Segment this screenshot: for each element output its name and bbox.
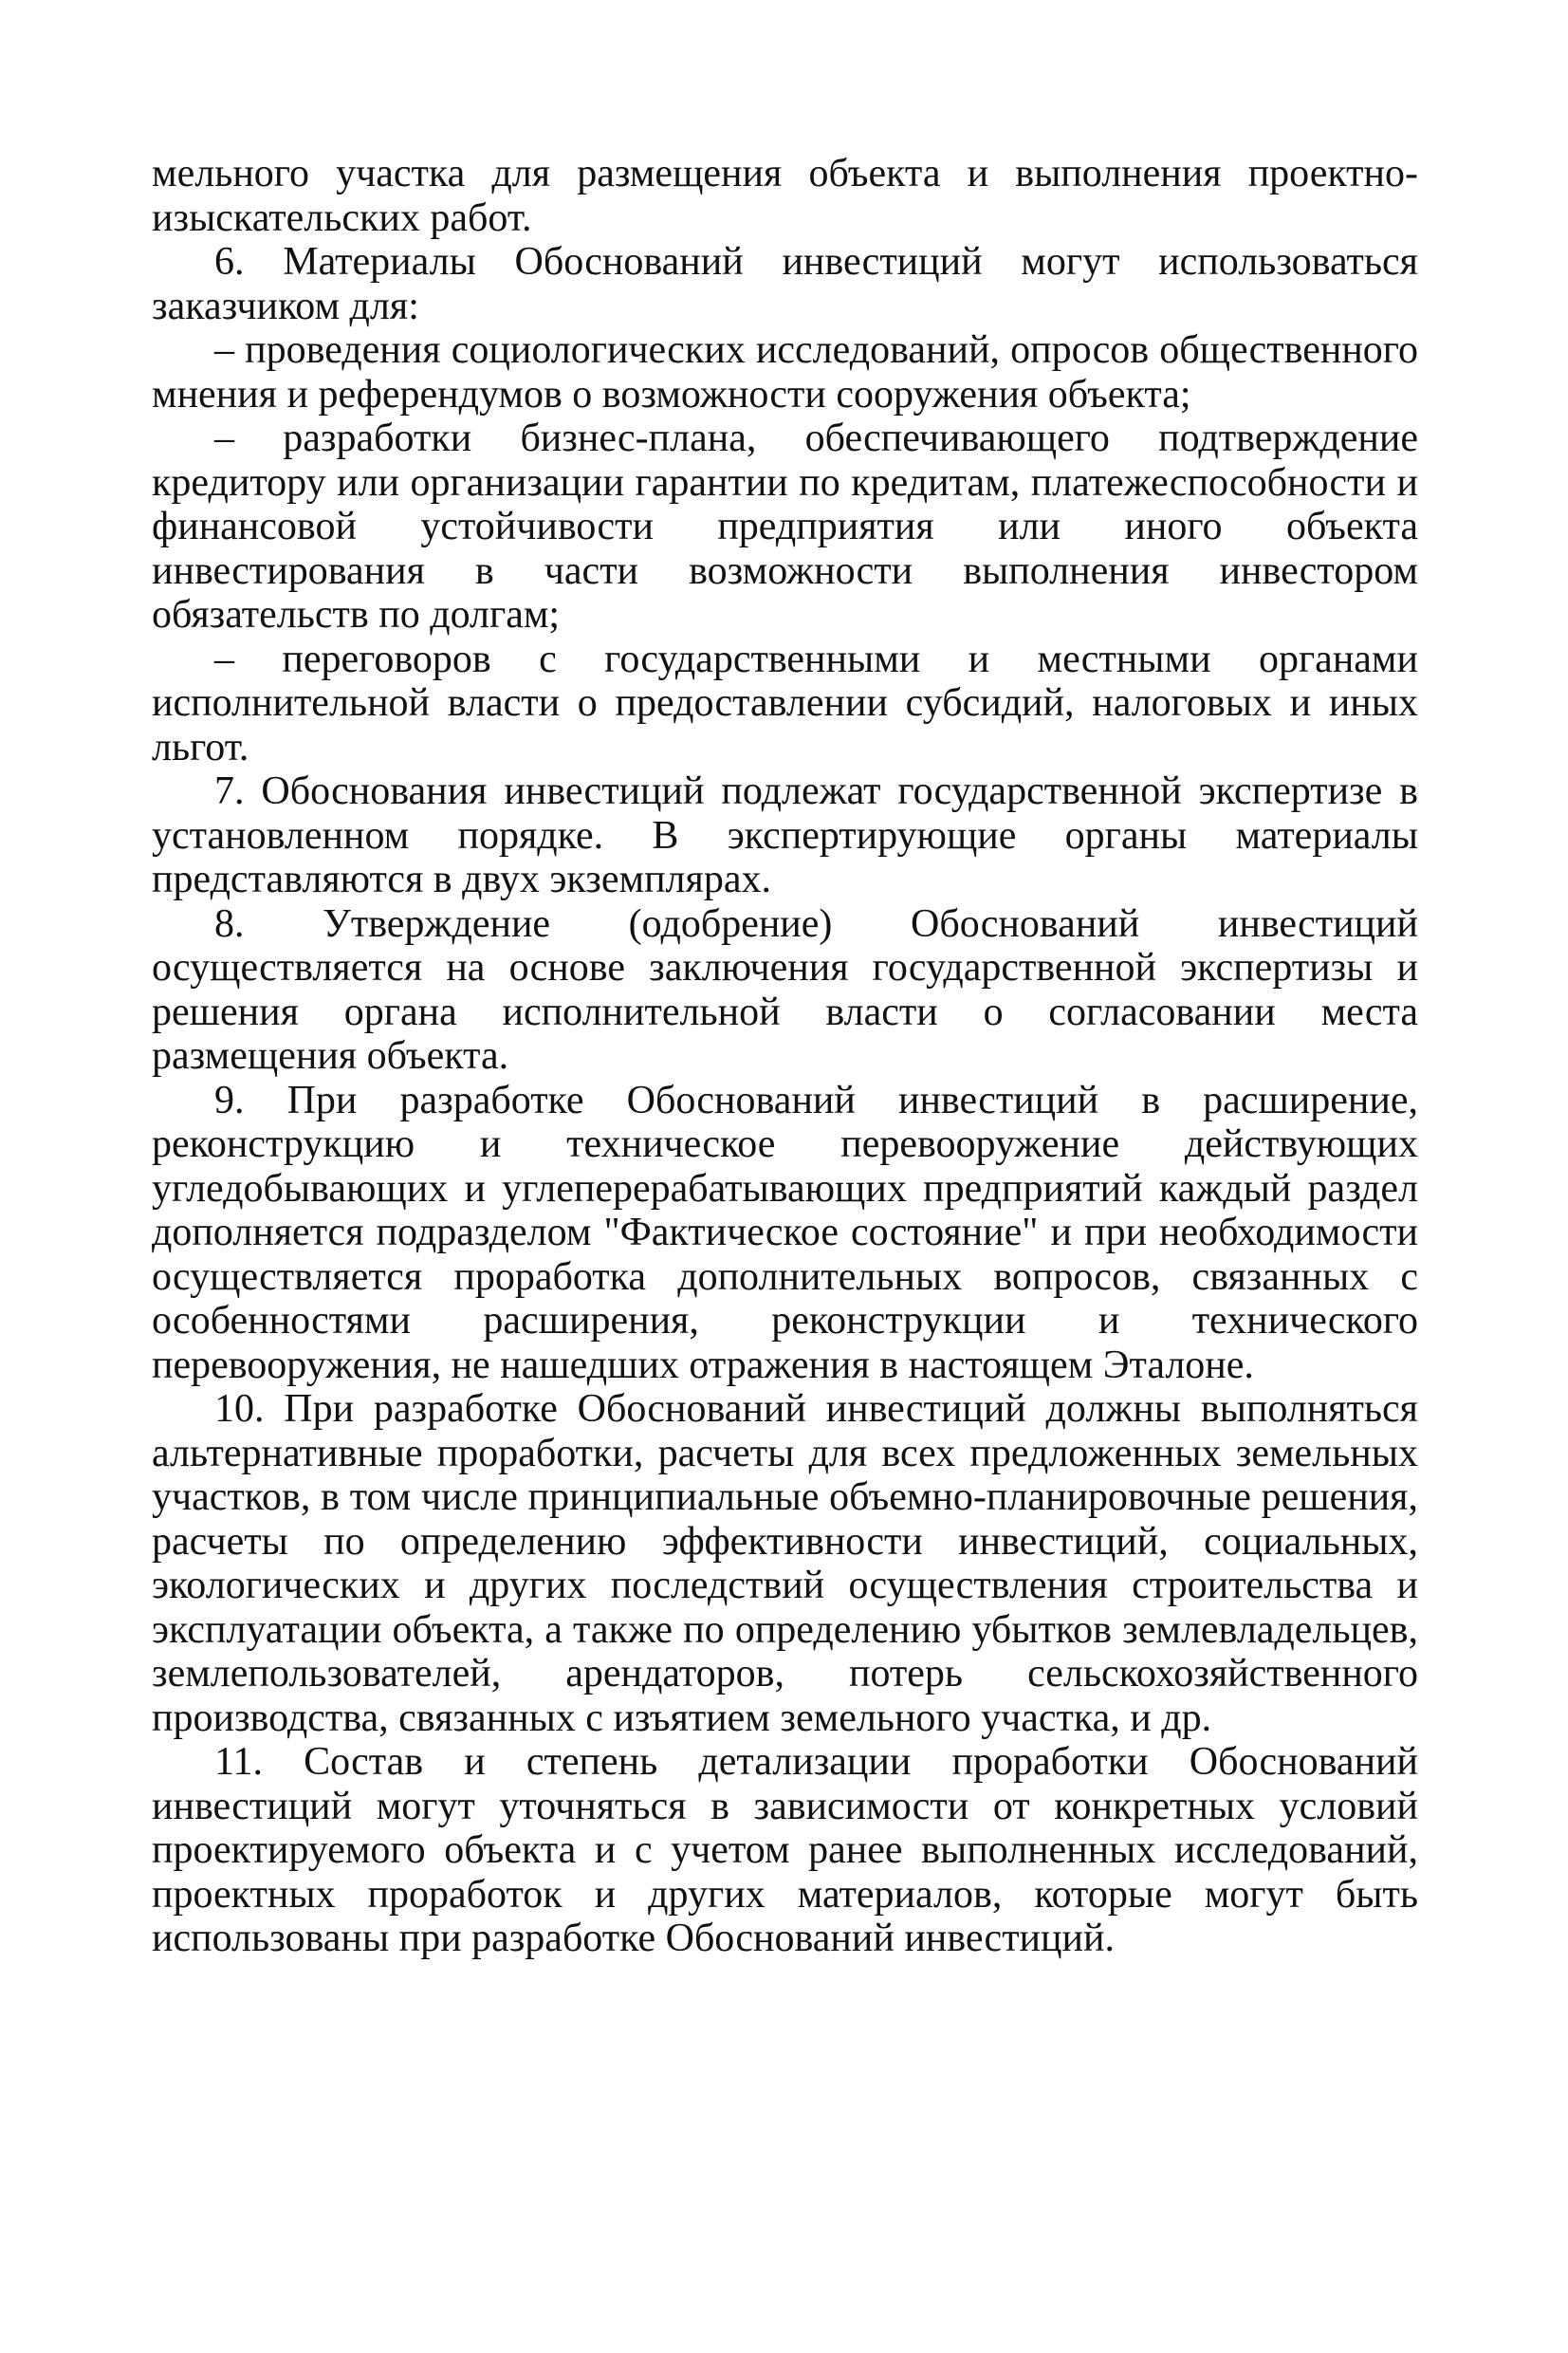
paragraph-continuation: мельного участка для размещения объекта и выполнения проектно-изыскательских работ. [152, 152, 1418, 240]
paragraph-item-9: 9. При разработке Обоснований инвестиций в расширение, реконструкцию и техническое перевооружение действующих угледобывающих и углеперерабатывающих предприятий каждый раздел дополняется подразделом "Фактическое состояние" и при необходимости осуществляется проработка дополнительных вопросов, связанных с особенностями расширения, реконструкции и технического перевооружения, не нашедших отражения в настоящем Эталоне. [152, 1078, 1418, 1387]
list-item-sociological: – проведения социологических исследований, опросов общественного мнения и референдумов о возможности сооружения объекта; [152, 328, 1418, 417]
document-page [152, 152, 1418, 1961]
paragraph-item-11: 11. Состав и степень детализации проработки Обоснований инвестиций могут уточняться в зависимости от конкретных условий проектируемого объекта и с учетом ранее выполненных исследований, проектных проработок и других материалов, которые могут быть использованы при разработке Обоснований инвестиций. [152, 1740, 1418, 1960]
paragraph-item-6: 6. Материалы Обоснований инвестиций могут использоваться заказчиком для: [152, 240, 1418, 328]
list-item-business-plan: – разработки бизнес-плана, обеспечивающего подтверждение кредитору или организации гарантии по кредитам, платежеспособности и финансовой устойчивости предприятия или иного объекта инвестирования в части возможности выполнения инвестором обязательств по долгам; [152, 417, 1418, 637]
paragraph-item-7: 7. Обоснования инвестиций подлежат государственной экспертизе в установленном порядке. В экспертирующие органы материалы представляются в двух экземплярах. [152, 769, 1418, 901]
paragraph-item-10: 10. При разработке Обоснований инвестиций должны выполняться альтернативные проработки, расчеты для всех предложенных земельных участков, в том числе принципиальные объемно-планировочные решения, расчеты по определению эффективности инвестиций, социальных, экологических и других последствий осуществления строительства и эксплуатации объекта, а также по определению убытков землевладельцев, землепользователей, арендаторов, потерь сельскохозяйственного производства, связанных с изъятием земельного участка, и др. [152, 1387, 1418, 1740]
list-item-negotiations: – переговоров с государственными и местными органами исполнительной власти о предоставлении субсидий, налоговых и иных льгот. [152, 637, 1418, 769]
paragraph-item-8: 8. Утверждение (одобрение) Обоснований инвестиций осуществляется на основе заключения государственной экспертизы и решения органа исполнительной власти о согласовании места размещения объекта. [152, 901, 1418, 1078]
